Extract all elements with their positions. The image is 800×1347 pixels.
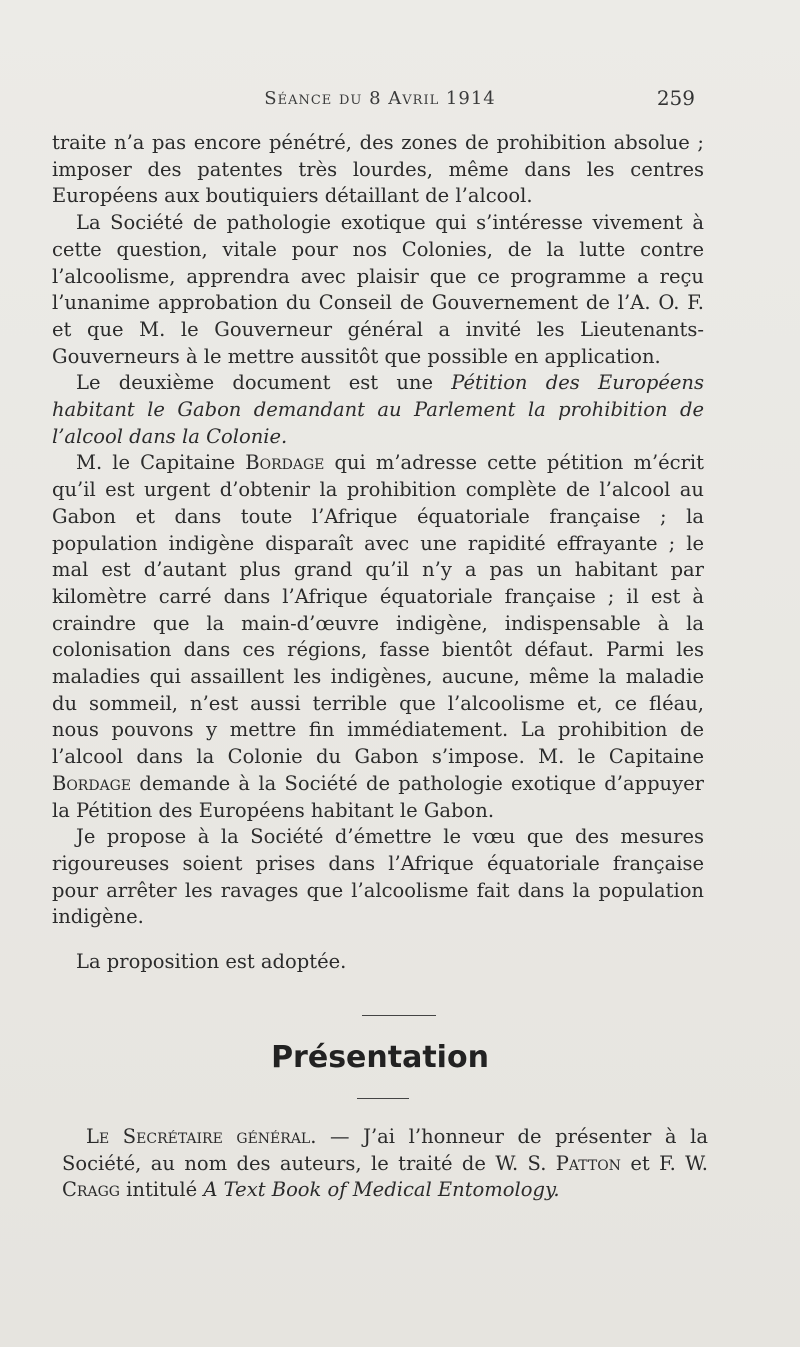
- paragraph-4-part-b: qui m’adresse cette pétition m’écrit qu’il est urgent d’obtenir la prohibition complète de l’alcool au Gabon et dans toute l’Afrique équatoriale française ; la population indigène disparaît avec une rapidité effrayante ; le mal est d’autant plus grand qu’il n’y a pas un habitant par kilomètre carré dans l’Afrique équatoriale française ; il est à craindre que la main-d’œuvre indigène, indispensable à la colonisation dans ces régions, fasse bientôt défaut. Parmi les maladies qui assaillent les indigènes, aucune, même la maladie du sommeil, n’est aussi terrible que l’alcoolisme et, ce fléau, nous pouvons y mettre fin immédiatement. La prohibition de l’alcool dans la Colonie du Gabon s’impose. M. le Capitaine: [52, 451, 704, 769]
- person-name-bordage-2: Bordage: [52, 771, 132, 795]
- person-name-bordage: Bordage: [245, 451, 325, 475]
- paragraph-6: La proposition est adoptée.: [76, 950, 347, 974]
- petition-title: Pétition des Européens habitant le Gabon demandant au Parlement la prohibition de l’alcool dans la Colonie.: [52, 371, 704, 448]
- author-cragg: Cragg: [62, 1178, 120, 1202]
- paragraph-4-part-c: demande à la Société de pathologie exotique d’appuyer la Pétition des Européens habitant le Gabon.: [52, 771, 704, 822]
- paragraph-1: traite n’a pas encore pénétré, des zones de prohibition absolue ; imposer des patentes très lourdes, même dans les centres Européens aux boutiquiers détaillant de l’alcool.: [52, 131, 704, 208]
- closing-text-a: — J’ai l’honneur de présenter à la Société, au nom des auteurs, le traité de W. S.: [62, 1125, 708, 1175]
- section-divider-bottom: [357, 1098, 409, 1099]
- page-number: 259: [656, 86, 695, 110]
- closing-text-c: intitulé: [119, 1178, 204, 1202]
- body-text: [52, 130, 704, 976]
- section-divider-top: [362, 1015, 436, 1016]
- paragraph-2: La Société de pathologie exotique qui s’intéresse vivement à cette question, vitale pour nos Colonies, de la lutte contre l’alcoolisme, apprendra avec plaisir que ce programme a reçu l’unanime approbation du Conseil de Gouvernement de l’A. O. F. et que M. le Gouverneur général a invité les Lieutenants-Gouverneurs à le mettre aussitôt que possible en application.: [52, 211, 704, 368]
- book-title: A Text Book of Medical Entomology.: [203, 1178, 560, 1202]
- paragraph-3-prefix: Le deuxième document est une: [76, 371, 452, 395]
- paragraph-4: [52, 450, 704, 824]
- running-head: Séance du 8 Avril 1914: [264, 88, 496, 109]
- paragraph-4-part-a: M. le Capitaine: [76, 451, 246, 475]
- paragraph-3: [52, 370, 704, 450]
- paragraph-5: Je propose à la Société d’émettre le vœu que des mesures rigoureuses soient prises dans l’Afrique équatoriale française pour arrêter les ravages que l’alcoolisme fait dans la population indigène.: [52, 825, 704, 929]
- author-patton: Patton: [555, 1151, 621, 1175]
- section-title: Présentation: [271, 1040, 489, 1075]
- closing-paragraph: [62, 1124, 708, 1204]
- speaker-label: Le Secrétaire général.: [86, 1125, 317, 1148]
- closing-text-b: et F. W.: [620, 1151, 708, 1175]
